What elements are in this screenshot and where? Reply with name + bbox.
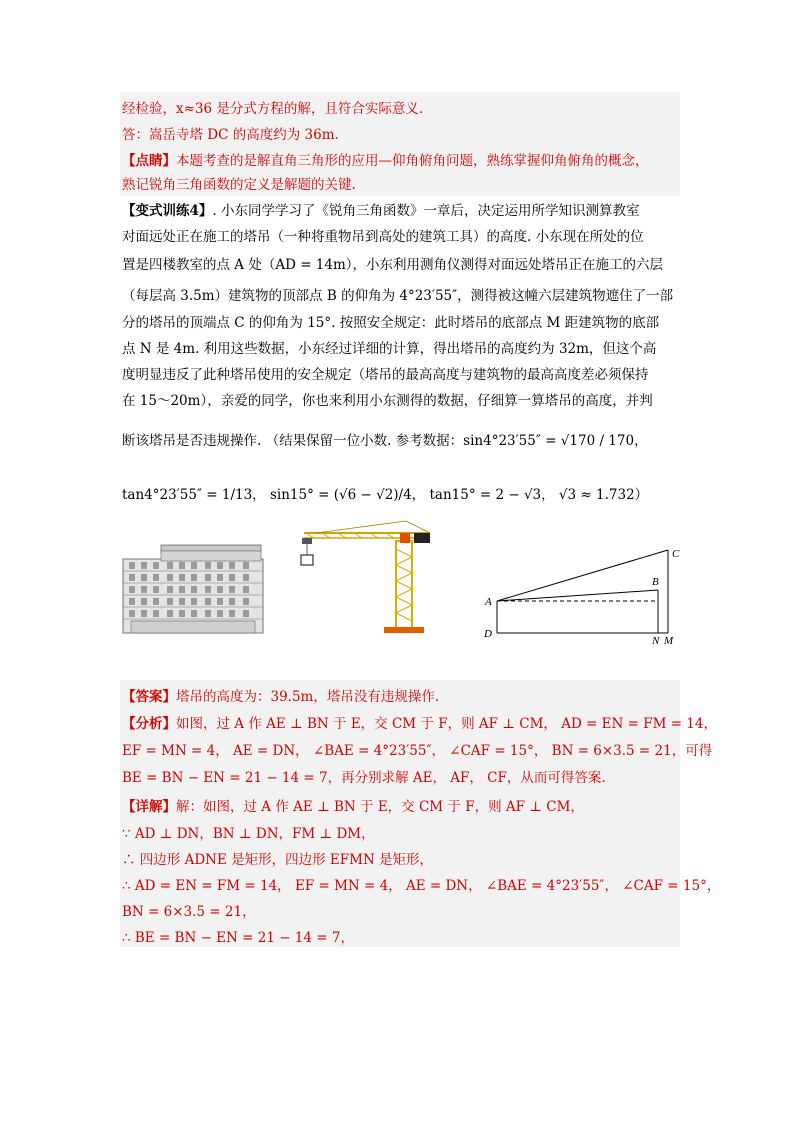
problem-text-1: . 小东同学学习了《锐角三角函数》一章后，决定运用所学知识测算教室 <box>212 203 640 219</box>
answer-tag: 【答案】 <box>122 689 176 705</box>
geometry-diagram <box>480 545 690 645</box>
sightline-AB <box>497 590 658 601</box>
label-M: M <box>664 635 674 645</box>
solution-line-1 <box>122 798 584 816</box>
comment-text-1: 本题考查的是解直角三角形的应用—仰角俯角问题，熟练掌握仰角俯角的概念， <box>176 153 649 169</box>
problem-line-3: 置是四楼教室的点 A 处（AD = 14m），小东利用测角仪测得对面远处塔吊正在施工的六层 <box>122 257 664 273</box>
label-A: A <box>485 596 492 608</box>
problem-tag: 【变式训练4】 <box>122 203 213 219</box>
answer-text: 塔吊的高度为：39.5m，塔吊没有违规操作. <box>176 689 440 705</box>
problem-line-10: tan4°23′55″ = 1/13， sin15° = (√6 − √2)/4， tan15° = 2 − √3， √3 ≈ 1.732） <box>122 487 649 503</box>
problem-line-4: （每层高 3.5m）建筑物的顶部点 B 的仰角为 4°23′55″，测得被这幢六层建筑物遮住了一部 <box>122 288 674 304</box>
label-D: D <box>484 628 492 640</box>
tower-crane-illustration <box>296 519 436 637</box>
solution-line-3: ∴ 四边形 ADNE 是矩形，四边形 EFMN 是矩形， <box>122 852 434 868</box>
answer-line-prev: 答：嵩岳寺塔 DC 的高度约为 36m. <box>122 127 339 143</box>
building-illustration <box>121 543 265 635</box>
analysis-text-1: 如图，过 A 作 AE ⊥ BN 于 E，交 CM 于 F，则 AF ⊥ CM， AD = EN = FM = 14， <box>176 716 717 732</box>
analysis-tag: 【分析】 <box>122 716 176 732</box>
problem-line-2: 对面远处正在施工的塔吊（一种将重物吊到高处的建筑工具）的高度. 小东现在所处的位 <box>122 229 644 245</box>
solution-line-5: BN = 6×3.5 = 21， <box>122 904 256 920</box>
problem-line-6: 点 N 是 4m. 利用这些数据，小东经过详细的计算，得出塔吊的高度约为 32m，但这个高 <box>122 341 657 357</box>
label-N: N <box>652 635 660 645</box>
analysis-line-3: BE = BN − EN = 21 − 14 = 7，再分别求解 AE， AF， CF，从而可得答案. <box>122 770 606 786</box>
answer-line <box>122 688 439 706</box>
problem-line-1 <box>122 202 640 220</box>
solution-tag: 【详解】 <box>122 799 176 815</box>
label-B: B <box>652 576 659 588</box>
analysis-line-1 <box>122 715 717 733</box>
problem-line-8: 在 15～20m），亲爱的同学，你也来利用小东测得的数据，仔细算一算塔吊的高度，并判 <box>122 393 653 409</box>
problem-line-7: 度明显违反了此种塔吊使用的安全规定（塔吊的最高高度与建筑物的最高高度差必须保持 <box>122 367 649 383</box>
comment-tag: 【点睛】 <box>122 153 176 169</box>
comment-line-2: 熟记锐角三角函数的定义是解题的关键. <box>122 177 356 193</box>
label-C: C <box>672 548 680 560</box>
verification-line: 经检验，x≈36 是分式方程的解，且符合实际意义. <box>122 101 424 117</box>
solution-text-1: 解：如图，过 A 作 AE ⊥ BN 于 E，交 CM 于 F，则 AF ⊥ CM， <box>176 799 584 815</box>
problem-line-9: 断该塔吊是否违规操作. （结果保留一位小数. 参考数据：sin4°23′55″ = √170 / 170， <box>122 433 648 449</box>
analysis-line-2: EF = MN = 4， AE = DN， ∠BAE = 4°23′55″， ∠CAF = 15°， BN = 6×3.5 = 21，可得 <box>122 743 713 759</box>
sightline-AC <box>497 550 668 601</box>
problem-line-5: 分的塔吊的顶端点 C 的仰角为 15°. 按照安全规定：此时塔吊的底部点 M 距建筑物的底部 <box>122 315 660 331</box>
comment-line-1 <box>122 152 649 170</box>
solution-line-2: ∵ AD ⊥ DN，BN ⊥ DN，FM ⊥ DM， <box>122 826 375 842</box>
solution-line-6: ∴ BE = BN − EN = 21 − 14 = 7， <box>122 930 354 946</box>
solution-line-4: ∴ AD = EN = FM = 14， EF = MN = 4， AE = DN， ∠BAE = 4°23′55″， ∠CAF = 15°， <box>122 878 721 894</box>
